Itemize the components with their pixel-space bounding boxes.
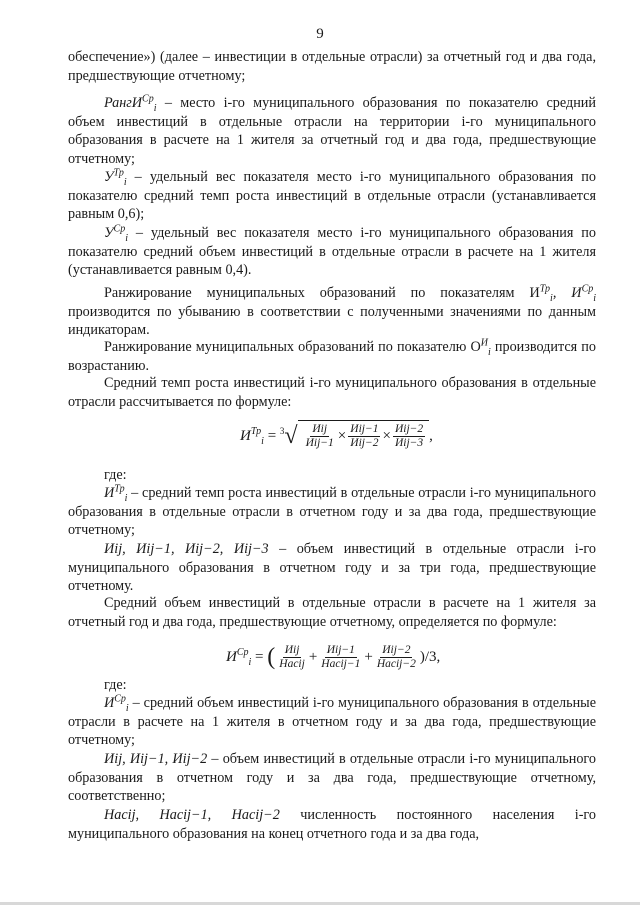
text: – средний темп роста инвестиций в отдельные отрасли i-го муниципального образования в отдельные отрасли в отчетном году и за два года, предшествующие отчетному; [68,485,596,539]
numerator: Иij [312,423,328,435]
close-paren: )/3, [419,648,441,665]
math-variable: ij, Иij−1, Иij−2, Иij−3 [114,541,269,557]
text: – объем инвестиций в отдельные отрасли i-го муниципального образования в отчетном году и за три года, предшествующие отчетному. [68,541,596,595]
plus-sign: + [364,648,373,665]
math-variable: , И [552,285,582,301]
paragraph-population-vars [68,806,596,843]
subscript: i [487,346,491,358]
superscript: Ср [142,93,154,105]
text: Средний темп роста инвестиций i-го муниципального образования в отдельные отрасли рассчитывается по формуле: [68,375,596,410]
paragraph-investments-definition [68,48,596,85]
superscript: Ср [114,693,126,705]
numerator: Иij−1 [326,644,355,656]
radicand [298,420,430,450]
paragraph-weight-sr [68,224,596,280]
math-variable: У [104,225,114,241]
superscript: Тр [113,167,124,179]
paragraph-weight-tp [68,168,596,224]
formula-lhs: И [240,427,251,444]
denominator: Иij−3 [394,437,424,449]
paragraph-itp-definition [68,484,596,540]
text: где: [104,677,127,693]
subscript: i [124,492,128,504]
text: – удельный вес показателя место i-го муниципального образования по показателю средний объем инвестиций в отдельные отрасли в расчете на 1 жителя (устанавливается равным 0,4). [68,225,596,279]
math-variable: РангИ [104,95,143,111]
text: где: [104,467,127,483]
page-number: 9 [316,26,324,42]
superscript: Ср [113,223,126,235]
denominator: Насij [279,658,305,670]
denominator: Иij−1 [305,437,334,449]
equals-sign: = [267,427,277,444]
text: производится по убыванию в соответствии с полученными значениями по данным индикаторам. [68,303,596,339]
paragraph-invest-vars [68,540,596,596]
paragraph-ranking-asc [68,338,596,375]
superscript: Тр [114,483,125,495]
text: – объем инвестиций в отдельные отрасли i-го муниципального образования в отчетном году и за два года, предшествующие отчетному, соответственно; [68,751,596,805]
paragraph-growth-intro [68,374,596,411]
math-variable: У [104,169,114,185]
superscript: Тр [250,425,262,437]
subscript: i [125,232,128,244]
text: Ранжирование муниципальных образований по показателю О [104,339,481,355]
paragraph-rank-definition [68,94,596,168]
numerator: Иij−1 [350,423,379,435]
where-label [104,466,204,485]
subscript: i [153,102,157,114]
superscript: Ср [236,646,249,658]
paragraph-isr-definition [68,694,596,750]
paragraph-invest-volume-vars [68,750,596,806]
superscript: И [480,337,488,349]
math-variable: Иij, Иij−1, Иij−2 [104,751,208,767]
superscript: Ср [581,283,594,295]
math-variable: И [104,485,115,501]
math-variable: И [104,695,115,711]
paragraph-avg-intro [68,594,596,631]
text: обеспечение») (далее – инвестиции в отдельные отрасли) за отчетный год и два года, предшествующие отчетному; [68,49,596,84]
text: Средний объем инвестиций в отдельные отрасли в расчете на 1 жителя за отчетный год и два года, предшествующие отчетному, определяется по формуле: [68,595,596,630]
times-sign: × [337,427,347,444]
formula-average-volume [226,644,440,671]
superscript: Тр [539,283,551,295]
denominator: Иij−2 [350,437,379,449]
subscript: i [593,292,597,304]
paragraph-ranking-desc [68,284,596,340]
times-sign: × [382,427,391,444]
subscript: i [125,702,129,714]
text: – удельный вес показателя место i-го муниципального образования по показателю средний темп роста инвестиций в отдельные отрасли (устанавливается равным 0,6); [68,169,596,223]
math-variable: И [104,541,115,557]
open-paren: ( [267,644,276,670]
text: численность постоянного населения i-го муниципального образования на конец отчетного года и за два года, [68,807,596,842]
math-variable: Насij, Насij−1, Насij−2 [104,807,280,823]
plus-sign: + [308,648,318,665]
text: Ранжирование муниципальных образований по показателям И [104,285,540,301]
formula-lhs: И [226,648,237,665]
where-label [104,676,204,695]
sqrt-icon: √ [284,423,298,449]
comma: , [429,427,433,444]
text: производится по возрастанию. [68,339,596,374]
numerator: Иij−2 [382,644,411,656]
equals-sign: = [255,648,264,665]
root-index: 3 [279,425,285,436]
subscript: i [550,292,553,304]
numerator: Иij [284,644,300,656]
denominator: Насij−1 [321,658,361,670]
formula-growth-rate [240,420,433,450]
subscript: i [123,176,127,188]
numerator: Иij−2 [394,423,424,435]
subscript: i [248,656,252,668]
text: – средний объем инвестиций i-го муниципального образования в отдельные отрасли в расчете на 1 жителя в отчетном году и за два года, предшествующие отчетному; [68,695,596,749]
denominator: Насij−2 [376,658,416,670]
subscript: i [261,435,264,447]
text: – место i-го муниципального образования по показателю средний объем инвестиций в отдельные отрасли на территории i-го муниципального образования в расчете на 1 жителя за отчетный год и два года, предшествующие отчетному; [68,95,596,167]
